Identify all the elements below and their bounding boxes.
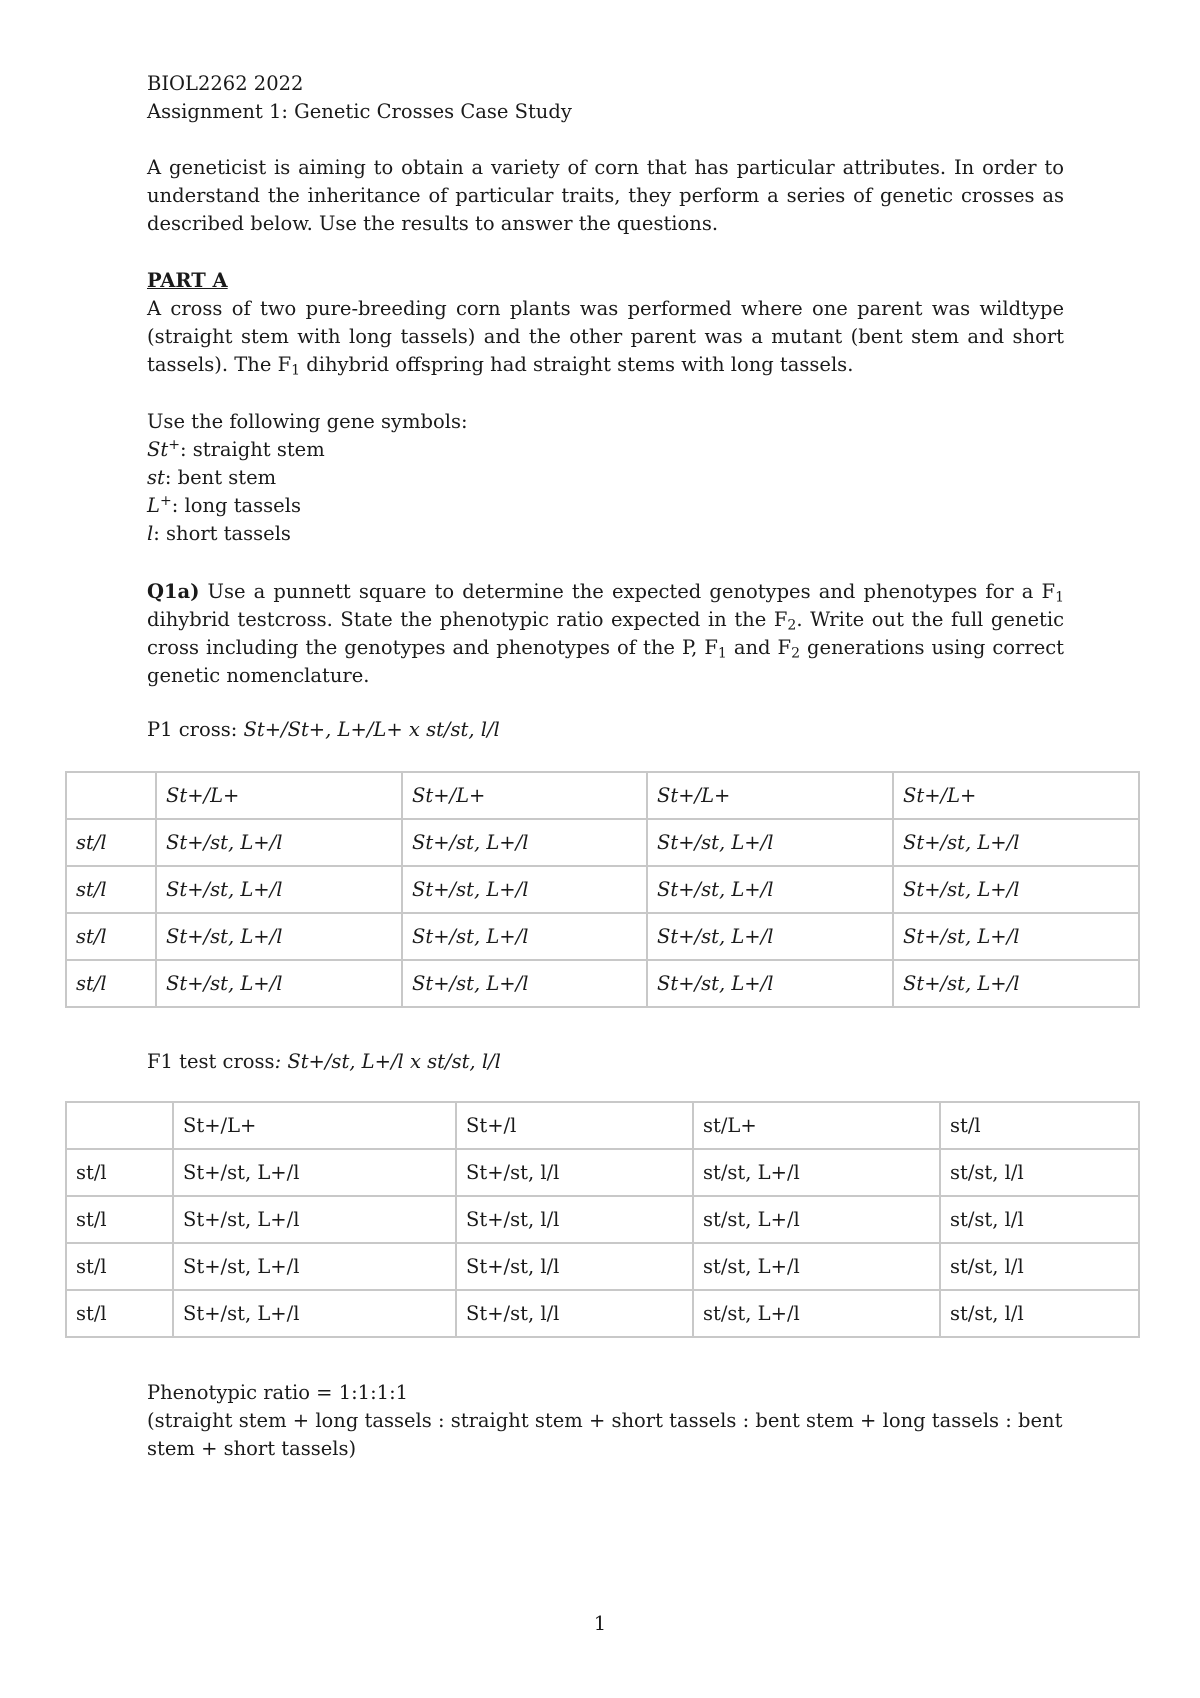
f1-testcross-punnett-square xyxy=(65,1101,1140,1338)
genotype-cell: st/st, l/l xyxy=(940,1290,1139,1337)
gene-symbol-item: l: short tassels xyxy=(147,522,291,545)
genotype-cell: St+/st, L+/l xyxy=(893,960,1139,1007)
genotype-cell: St+/st, L+/l xyxy=(647,866,893,913)
row-gamete-cell: st/l xyxy=(66,819,156,866)
part-a-line: A cross of two pure-breeding corn plants was performed where one parent was wildtype xyxy=(147,297,1064,320)
intro-line: understand the inheritance of particular traits, they perform a series of genetic crosses as xyxy=(147,184,1064,207)
gene-symbols xyxy=(147,408,1064,548)
ratio-line: (straight stem + long tassels : straight stem + short tassels : bent stem + long tassels : bent xyxy=(147,1409,1063,1432)
question-line: genetic nomenclature. xyxy=(147,664,370,687)
intro-line: A geneticist is aiming to obtain a variety of corn that has particular attributes. In order to xyxy=(147,156,1064,179)
genotype-cell: St+/st, L+/l xyxy=(156,866,402,913)
genotype-cell: St+/st, L+/l xyxy=(647,913,893,960)
intro-paragraph xyxy=(147,154,1064,238)
row-gamete-cell: st/l xyxy=(66,1196,173,1243)
document-header xyxy=(147,70,1064,126)
ratio-line: Phenotypic ratio = 1:1:1:1 xyxy=(147,1381,409,1404)
genotype-cell: St+/st, L+/l xyxy=(893,819,1139,866)
genotype-cell: St+/st, L+/l xyxy=(402,960,647,1007)
header-cell: st/l xyxy=(940,1102,1139,1149)
intro-line: described below. Use the results to answer the questions. xyxy=(147,212,719,235)
genotype-cell: St+/st, L+/l xyxy=(173,1290,456,1337)
genotype-cell: st/st, l/l xyxy=(940,1243,1139,1290)
genotype-cell: St+/st, l/l xyxy=(456,1290,693,1337)
f1-cross-label: F1 test cross xyxy=(147,1050,275,1073)
genotype-cell: st/st, L+/l xyxy=(693,1290,940,1337)
genotype-cell: st/st, L+/l xyxy=(693,1243,940,1290)
question-label: Q1a) xyxy=(147,580,200,603)
header-cell: St+/l xyxy=(456,1102,693,1149)
header-cell: st/L+ xyxy=(693,1102,940,1149)
p1-cross-formula: St+/St+, L+/L+ x st/st, l/l xyxy=(243,718,500,741)
genotype-cell: st/st, l/l xyxy=(940,1149,1139,1196)
genotype-cell: St+/st, L+/l xyxy=(402,913,647,960)
table-header-row xyxy=(66,1102,1139,1149)
header-cell: St+/L+ xyxy=(402,772,647,819)
table-row xyxy=(66,819,1139,866)
genotype-cell: St+/st, L+/l xyxy=(893,913,1139,960)
genotype-cell: St+/st, L+/l xyxy=(647,960,893,1007)
genotype-cell: St+/st, L+/l xyxy=(402,866,647,913)
row-gamete-cell: st/l xyxy=(66,1149,173,1196)
header-cell xyxy=(66,772,156,819)
f1-cross-line xyxy=(147,1048,1064,1076)
genotype-cell: St+/st, L+/l xyxy=(647,819,893,866)
gene-symbol-item: St+: straight stem xyxy=(147,436,325,461)
genotype-cell: st/st, l/l xyxy=(940,1196,1139,1243)
genotype-cell: St+/st, L+/l xyxy=(156,819,402,866)
header-cell: St+/L+ xyxy=(647,772,893,819)
p1-punnett-square xyxy=(65,771,1140,1008)
genotype-cell: St+/st, L+/l xyxy=(402,819,647,866)
gene-symbol-item: st: bent stem xyxy=(147,466,277,489)
table-row xyxy=(66,1290,1139,1337)
genotype-cell: St+/st, l/l xyxy=(456,1243,693,1290)
genotype-cell: St+/st, L+/l xyxy=(156,913,402,960)
table-row xyxy=(66,1196,1139,1243)
genotype-cell: St+/st, L+/l xyxy=(893,866,1139,913)
row-gamete-cell: st/l xyxy=(66,1243,173,1290)
p1-cross-label: P1 cross: xyxy=(147,718,244,741)
table-row xyxy=(66,960,1139,1007)
gene-symbol-item: L+: long tassels xyxy=(147,492,301,517)
row-gamete-cell: st/l xyxy=(66,866,156,913)
row-gamete-cell: st/l xyxy=(66,913,156,960)
phenotypic-ratio xyxy=(147,1379,1064,1463)
p1-cross-line xyxy=(147,716,1064,744)
row-gamete-cell: st/l xyxy=(66,1290,173,1337)
genotype-cell: St+/st, L+/l xyxy=(173,1149,456,1196)
genotype-cell: St+/st, L+/l xyxy=(173,1243,456,1290)
genotype-cell: st/st, L+/l xyxy=(693,1149,940,1196)
f1-cross-formula: : St+/st, L+/l x st/st, l/l xyxy=(274,1050,501,1073)
gene-symbols-intro: Use the following gene symbols: xyxy=(147,410,468,433)
question-line: dihybrid testcross. State the phenotypic ratio expected in the $F_2$. Write out the full genetic xyxy=(147,608,1064,634)
table-row xyxy=(66,1149,1139,1196)
header-cell: St+/L+ xyxy=(893,772,1139,819)
question-1a xyxy=(147,578,1064,690)
part-a-heading: PART A xyxy=(147,269,228,292)
genotype-cell: St+/st, L+/l xyxy=(173,1196,456,1243)
part-a-line: tassels). The $F_1$ dihybrid offspring had straight stems with long tassels. xyxy=(147,353,854,379)
question-line: cross including the genotypes and phenotypes of the P, $F_1$ and $F_2$ generations using correct xyxy=(147,636,1064,662)
question-line: Q1a) Use a punnett square to determine the expected genotypes and phenotypes for a $F_1$ xyxy=(147,580,1064,606)
course-code: BIOL2262 2022 xyxy=(147,72,304,95)
table-row xyxy=(66,866,1139,913)
table-row xyxy=(66,913,1139,960)
table-header-row xyxy=(66,772,1139,819)
genotype-cell: St+/st, L+/l xyxy=(156,960,402,1007)
page-number: 1 xyxy=(593,1612,607,1635)
part-a-paragraph xyxy=(147,295,1064,379)
ratio-line: stem + short tassels) xyxy=(147,1437,357,1460)
header-cell xyxy=(66,1102,173,1149)
genotype-cell: st/st, L+/l xyxy=(693,1196,940,1243)
part-a-line: (straight stem with long tassels) and the other parent was a mutant (bent stem and short xyxy=(147,325,1064,348)
table-row xyxy=(66,1243,1139,1290)
header-cell: St+/L+ xyxy=(156,772,402,819)
genotype-cell: St+/st, l/l xyxy=(456,1149,693,1196)
genotype-cell: St+/st, l/l xyxy=(456,1196,693,1243)
assignment-title: Assignment 1: Genetic Crosses Case Study xyxy=(147,100,572,123)
row-gamete-cell: st/l xyxy=(66,960,156,1007)
header-cell: St+/L+ xyxy=(173,1102,456,1149)
